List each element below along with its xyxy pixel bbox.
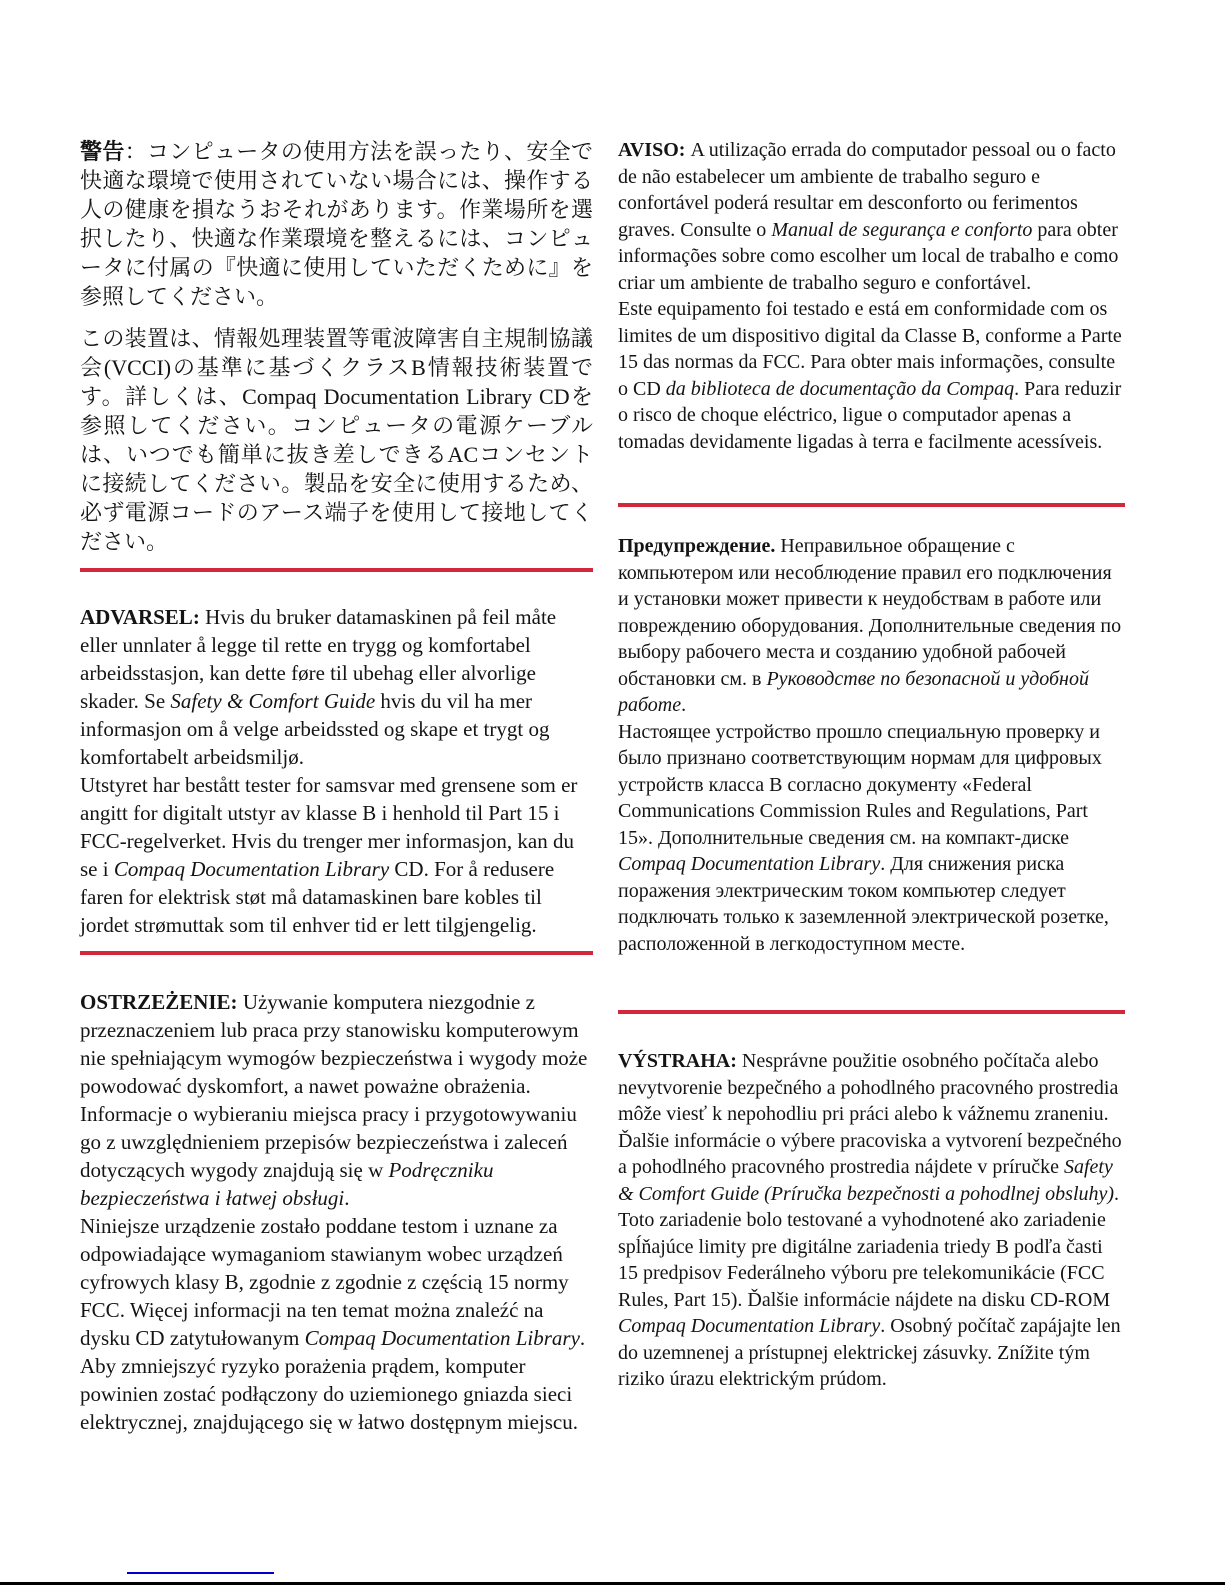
text-run: . <box>681 694 687 716</box>
text-run: ：コンピュータの使用方法を誤ったり、安全で快適な環境で使用されていない場合には、操作する人の健康を損なうおそれがあります。作業場所を選択したり、快適な作業環境を整えるには、コンピュータに付属の『快適に使用していただくために』を参照してください。 <box>80 139 593 309</box>
text-run: AVISO: <box>618 139 691 161</box>
text-run: Używanie komputera niezgodnie z przeznaczeniem lub praca przy stanowisku komputerowym nie spełniającym wymogów bezpieczeństwa i wygody może powodować dyskomfort, a nawet poważne obrażenia. Informacje o wybieraniu miejsca pracy i przygotowywaniu go z uwzględnieniem przepisów bezpieczeństwa i zaleceń dotyczących wygody znajdują się w <box>80 990 588 1182</box>
paragraph <box>80 324 593 556</box>
text-run: . Для снижения риска поражения электрическим током компьютер следует подключать только к заземленной электрической розетке, расположенной в легкодоступном месте. <box>618 853 1109 955</box>
text-run: Safety & Comfort Guide (Príručka bezpečnosti a pohodlnej obsluhy) <box>618 1156 1115 1205</box>
paragraph <box>618 137 1125 296</box>
paragraph <box>618 1048 1125 1207</box>
warning-section-polish <box>80 988 593 1436</box>
text-run: Руководстве по безопасной и удобной работе <box>618 667 1089 716</box>
text-run: Nesprávne použitie osobného počítača alebo nevytvorenie bezpečného a pohodlného pracovného prostredia môže viesť k nepohodliu pri práci alebo k vážnemu zraneniu. Ďalšie informácie o výbere pracoviska a vytvorení bezpečného a pohodlného pracovného prostredia nájdete v príručke <box>618 1050 1122 1178</box>
text-run: この装置は、情報処理装置等電波障害自主規制協議会(VCCI)の基準に基づくクラスB情報技術装置です。詳しくは、Compaq Documentation Library CDを参照してください。コンピュータの電源ケーブルは、いつでも簡単に抜き差しできるACコンセントに接続してください。製品を安全に使用するため、必ず電源コードのアース端子を使用して接地してください。 <box>80 326 593 554</box>
text-run: Настоящее устройство прошло специальную проверку и было признано соответствующим нормам для цифровых устройств класса B согласно документу «Federal Communications Commission Rules and Regulations, Part 15». Дополнительные сведения см. на компакт-диске <box>618 720 1102 849</box>
paragraph <box>618 533 1125 719</box>
text-run: . <box>1114 1182 1120 1205</box>
text-run: Podręczniku bezpieczeństwa i łatwej obsługi <box>80 1158 494 1210</box>
warning-section-portuguese <box>618 137 1125 491</box>
text-run: OSTRZEŻENIE: <box>80 990 243 1014</box>
text-run: para obter informações sobre como escolher um local de trabalho e como criar um ambiente de trabalho seguro e confortável. <box>618 218 1119 294</box>
text-run: Compaq Documentation Library <box>304 1326 580 1350</box>
section-divider-rule <box>618 503 1125 507</box>
paragraph <box>80 603 593 771</box>
warning-section-russian <box>618 533 1125 996</box>
text-run: Compaq Documentation Library <box>618 1315 881 1337</box>
text-run: . <box>344 1186 350 1210</box>
text-run: VÝSTRAHA: <box>618 1050 742 1072</box>
text-run: . Osobný počítač zapájajte len do uzemnenej a prístupnej elektrickej zásuvky. Znížite tým riziko úrazu elektrickým prúdom. <box>618 1315 1121 1390</box>
text-run: Utstyret har bestått tester for samsvar med grensene som er angitt for digitalt utstyr av klasse B i henhold til Part 15 i FCC-regelverket. Hvis du trenger mer informasjon, kan du se i <box>80 773 578 881</box>
paragraph <box>618 719 1125 958</box>
section-divider-rule <box>80 568 593 572</box>
text-run: da biblioteca de documentação da Compaq <box>665 377 1015 400</box>
paragraph <box>618 296 1125 455</box>
footer-link-underline[interactable] <box>127 1572 274 1574</box>
text-run: Hvis du bruker datamaskinen på feil måte eller unnlater å legge til rette en trygg og komfortabel arbeidsstasjon, kan dette føre til ubehag eller alvorlige skader. Se <box>80 605 557 713</box>
text-run: Niniejsze urządzenie zostało poddane testom i uznane za odpowiadające wymaganiom stawianym wobec urządzeń cyfrowych klasy B, zgodnie z zgodnie z częścią 15 normy FCC. Więcej informacji na ten temat można znaleźć na dysku CD zatytułowanym <box>80 1214 569 1350</box>
paragraph <box>618 1207 1125 1393</box>
paragraph <box>80 771 593 939</box>
warning-section-norwegian <box>80 603 593 939</box>
text-run: Compaq Documentation Library <box>618 853 881 875</box>
section-divider-rule <box>618 1010 1125 1014</box>
text-run: 警告 <box>80 139 125 164</box>
text-run: Safety & Comfort Guide <box>170 689 376 713</box>
text-run: . Para reduzir o risco de choque eléctrico, ligue o computador apenas a tomadas devidamente ligadas à terra e facilmente acessíveis. <box>618 377 1122 453</box>
text-run: Неправильное обращение с компьютером или несоблюдение правил его подключения и установки может привести к неудобствам в работе или повреждению оборудования. Дополнительные сведения по выбору рабочего места и созданию удобной рабочей обстановки см. в <box>618 535 1122 690</box>
warning-section-japanese <box>80 137 593 556</box>
text-run: hvis du vil ha mer informasjon om å velge arbeidssted og skape et trygt og komfortabelt arbeidsmiljø. <box>80 689 550 769</box>
text-run: Este equipamento foi testado e está em conformidade com os limites de um dispositivo digital da Classe B, conforme a Parte 15 das normas da FCC. Para obter mais informações, consulte o CD <box>618 298 1122 400</box>
text-run: CD. For å redusere faren for elektrisk støt må datamaskinen bare kobles til jordet strømuttak som til enhver tid er lett tilgjengelig. <box>80 857 555 937</box>
left-column <box>80 137 593 1436</box>
text-run: Toto zariadenie bolo testované a vyhodnotené ako zariadenie spĺňajúce limity pre digitálne zariadenia triedy B podľa časti 15 predpisov Federálneho výboru pre telekomunikácie (FCC Rules, Part 15). Ďalšie informácie nájdete na disku CD-ROM <box>618 1209 1111 1311</box>
text-run: A utilização errada do computador pessoal ou o facto de não estabelecer um ambiente de trabalho seguro e confortável poderá resultar em desconforto ou ferimentos graves. Consulte o <box>618 139 1116 241</box>
text-run: . Aby zmniejszyć ryzyko porażenia prądem, komputer powinien zostać podłączony do uziemionego gniazda sieci elektrycznej, znajdującego się w łatwo dostępnym miejscu. <box>80 1326 586 1434</box>
text-run: Compaq Documentation Library <box>113 857 390 881</box>
paragraph <box>80 137 593 311</box>
paragraph <box>80 988 593 1212</box>
section-divider-rule <box>80 951 593 955</box>
paragraph <box>80 1212 593 1436</box>
warning-section-slovak <box>618 1048 1125 1393</box>
right-column <box>618 137 1125 1393</box>
text-run: Manual de segurança e conforto <box>771 218 1033 241</box>
text-run: Предупреждение. <box>618 535 781 557</box>
text-run: ADVARSEL: <box>80 605 206 629</box>
